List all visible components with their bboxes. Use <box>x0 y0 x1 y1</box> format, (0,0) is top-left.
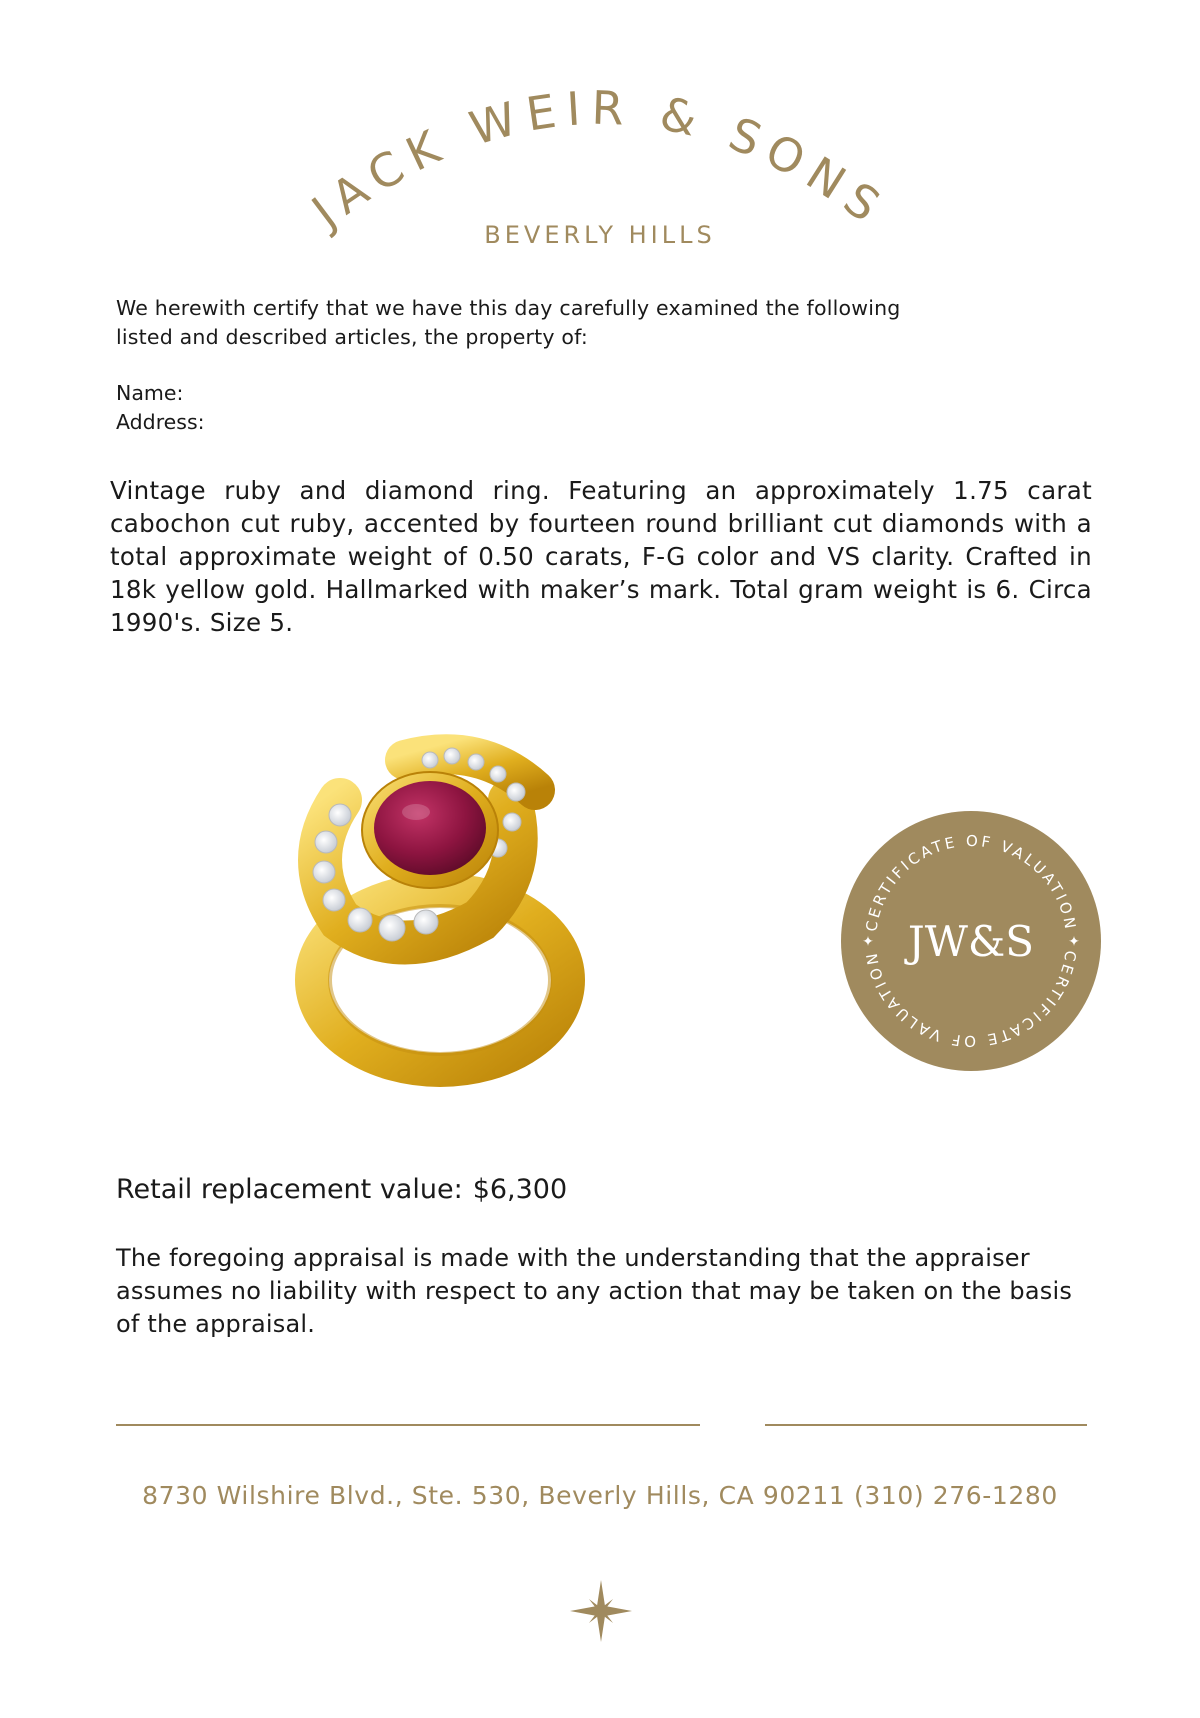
ring-image <box>280 730 620 1100</box>
seal-ring-text-top: CERTIFICATE OF VALUATION <box>862 831 1080 933</box>
seal-monogram: JW&S <box>907 917 1035 966</box>
valuation-amount: $6,300 <box>472 1174 568 1205</box>
certification-statement: We herewith certify that we have this day carefully examined the following listed and described articles, the property of: <box>116 296 901 349</box>
seal-ring-text-bottom: CERTIFICATE OF VALUATION <box>862 949 1080 1051</box>
signature-line-right <box>765 1424 1087 1426</box>
name-label: Name: <box>116 381 184 405</box>
item-description: Vintage ruby and diamond ring. Featuring an approximately 1.75 carat cabochon cut ruby, accented by fourteen round brilliant cut diamonds with a total approximate weight of 0.50 carats, F-G color and VS clarity. Crafted in 18k yellow gold. Hallmarked with maker’s mark. Total gram weight is 6. Circa 1990's. Size 5. <box>110 476 1092 637</box>
certificate-seal <box>840 810 1102 1072</box>
signature-line-left <box>116 1424 700 1426</box>
seal-star-left-icon: ✦ <box>862 934 874 950</box>
star-icon <box>570 1580 632 1642</box>
liability-disclaimer: The foregoing appraisal is made with the understanding that the appraiser assumes no liability with respect to any action that may be taken on the basis of the appraisal. <box>116 1244 1073 1338</box>
footer-address: 8730 Wilshire Blvd., Ste. 530, Beverly Hills, CA 90211 (310) 276-1280 <box>142 1481 1058 1510</box>
seal-star-right-icon: ✦ <box>1068 934 1080 950</box>
brand-location: BEVERLY HILLS <box>484 221 716 249</box>
address-label: Address: <box>116 410 205 434</box>
ruby-stone <box>374 781 486 875</box>
owner-fields <box>116 379 205 437</box>
valuation-row <box>116 1174 567 1205</box>
valuation-label: Retail replacement value: <box>116 1174 463 1205</box>
brand-name: JACK WEIR & SONS <box>302 80 898 239</box>
